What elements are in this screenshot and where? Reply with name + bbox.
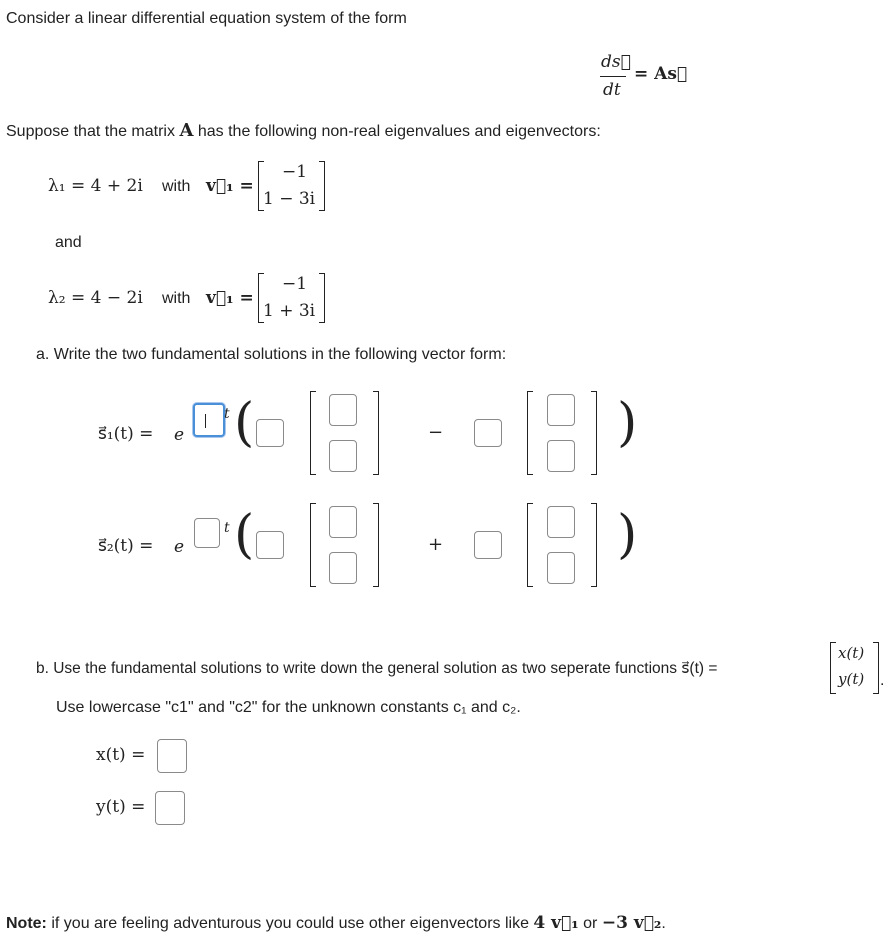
- x-answer-input[interactable]: [157, 739, 187, 773]
- part-b-vec-top: x(t): [838, 644, 865, 662]
- note-or: or: [583, 915, 598, 932]
- matrix-bracket-left: [310, 391, 316, 475]
- s1-exp-t: t: [224, 406, 230, 422]
- s1-coef-2-input[interactable]: [474, 419, 502, 447]
- eigenvector-1-label: v⃗₁ =: [206, 176, 254, 196]
- matrix-bracket-left: [310, 503, 316, 587]
- s1-vec-1-bottom-input[interactable]: [329, 440, 357, 472]
- note-end: .: [661, 915, 666, 932]
- s1-vec-1-top-input[interactable]: [329, 394, 357, 426]
- s1-coef-1-input[interactable]: [256, 419, 284, 447]
- s1-vec-2-bottom-input[interactable]: [547, 440, 575, 472]
- suppose-text: [6, 120, 601, 141]
- s1-exponent-input[interactable]: [193, 403, 225, 437]
- matrix-a-symbol: A: [179, 120, 194, 141]
- matrix-bracket-right: [319, 273, 325, 323]
- x-label: x(t) =: [96, 745, 146, 765]
- matrix-bracket-right: [591, 503, 597, 587]
- s2-vec-1-top-input[interactable]: [329, 506, 357, 538]
- right-paren: ): [617, 393, 638, 453]
- lambda-2: λ₂ = 4 − 2i: [48, 288, 143, 308]
- s2-operator: +: [428, 534, 444, 555]
- fraction-bar: [600, 76, 626, 77]
- note-v2: −3 v⃗₂: [601, 913, 662, 933]
- s2-vec-2-bottom-input[interactable]: [547, 552, 575, 584]
- part-b-vec-bottom: y(t): [838, 670, 865, 688]
- eigenvector-1-top: −1: [282, 162, 308, 182]
- matrix-bracket-left: [527, 503, 533, 587]
- s2-exp-base: e: [174, 537, 185, 557]
- note-line: [6, 913, 666, 933]
- matrix-bracket-right: [319, 161, 325, 211]
- part-b-period: .: [880, 672, 885, 689]
- s1-lhs: s⃗₁(t) =: [98, 424, 154, 444]
- text-caret: [205, 414, 206, 428]
- part-a-text: a. Write the two fundamental solutions in the following vector form:: [36, 346, 507, 363]
- left-paren: (: [234, 393, 255, 453]
- with-text-2: with: [162, 290, 191, 307]
- s1-exp-base: e: [174, 425, 185, 445]
- s2-coef-2-input[interactable]: [474, 531, 502, 559]
- intro-text: Consider a linear differential equation system of the form: [6, 10, 407, 27]
- equation-rhs: = As⃗: [634, 64, 688, 84]
- s1-operator: −: [428, 422, 444, 443]
- left-paren: (: [234, 505, 255, 565]
- matrix-bracket-left: [527, 391, 533, 475]
- s2-exp-t: t: [224, 520, 230, 536]
- note-text: if you are feeling adventurous you could use other eigenvectors like: [51, 915, 529, 932]
- right-paren: ): [617, 505, 638, 565]
- s1-vec-2-top-input[interactable]: [547, 394, 575, 426]
- s2-vec-2-top-input[interactable]: [547, 506, 575, 538]
- eigenvector-2-label: v⃗₁ =: [206, 288, 254, 308]
- with-text-1: with: [162, 178, 191, 195]
- part-b-text: b. Use the fundamental solutions to write down the general solution as two seperate functions s⃗(t) =: [36, 660, 718, 677]
- eigenvector-1-bottom: 1 − 3i: [263, 189, 316, 209]
- matrix-bracket-left: [830, 642, 836, 694]
- matrix-bracket-right: [591, 391, 597, 475]
- s2-coef-1-input[interactable]: [256, 531, 284, 559]
- s2-exponent-input[interactable]: [194, 518, 220, 548]
- eigenvector-2-top: −1: [282, 274, 308, 294]
- lambda-1: λ₁ = 4 + 2i: [48, 176, 143, 196]
- constants-note: Use lowercase "c1" and "c2" for the unknown constants c₁ and c₂.: [56, 699, 521, 716]
- equation-numerator: ds⃗: [601, 52, 631, 72]
- equation-denominator: dt: [603, 80, 621, 100]
- note-label: Note:: [6, 915, 47, 932]
- s2-lhs: s⃗₂(t) =: [98, 536, 154, 556]
- suppose-prefix: Suppose that the matrix: [6, 123, 175, 140]
- matrix-bracket-right: [373, 391, 379, 475]
- y-answer-input[interactable]: [155, 791, 185, 825]
- eigenvector-2-bottom: 1 + 3i: [263, 301, 316, 321]
- and-text: and: [55, 234, 82, 251]
- note-v1: 4 v⃗₁: [533, 913, 579, 933]
- matrix-bracket-right: [873, 642, 879, 694]
- y-label: y(t) =: [96, 797, 146, 817]
- suppose-suffix: has the following non-real eigenvalues and eigenvectors:: [197, 123, 601, 140]
- s2-vec-1-bottom-input[interactable]: [329, 552, 357, 584]
- matrix-bracket-right: [373, 503, 379, 587]
